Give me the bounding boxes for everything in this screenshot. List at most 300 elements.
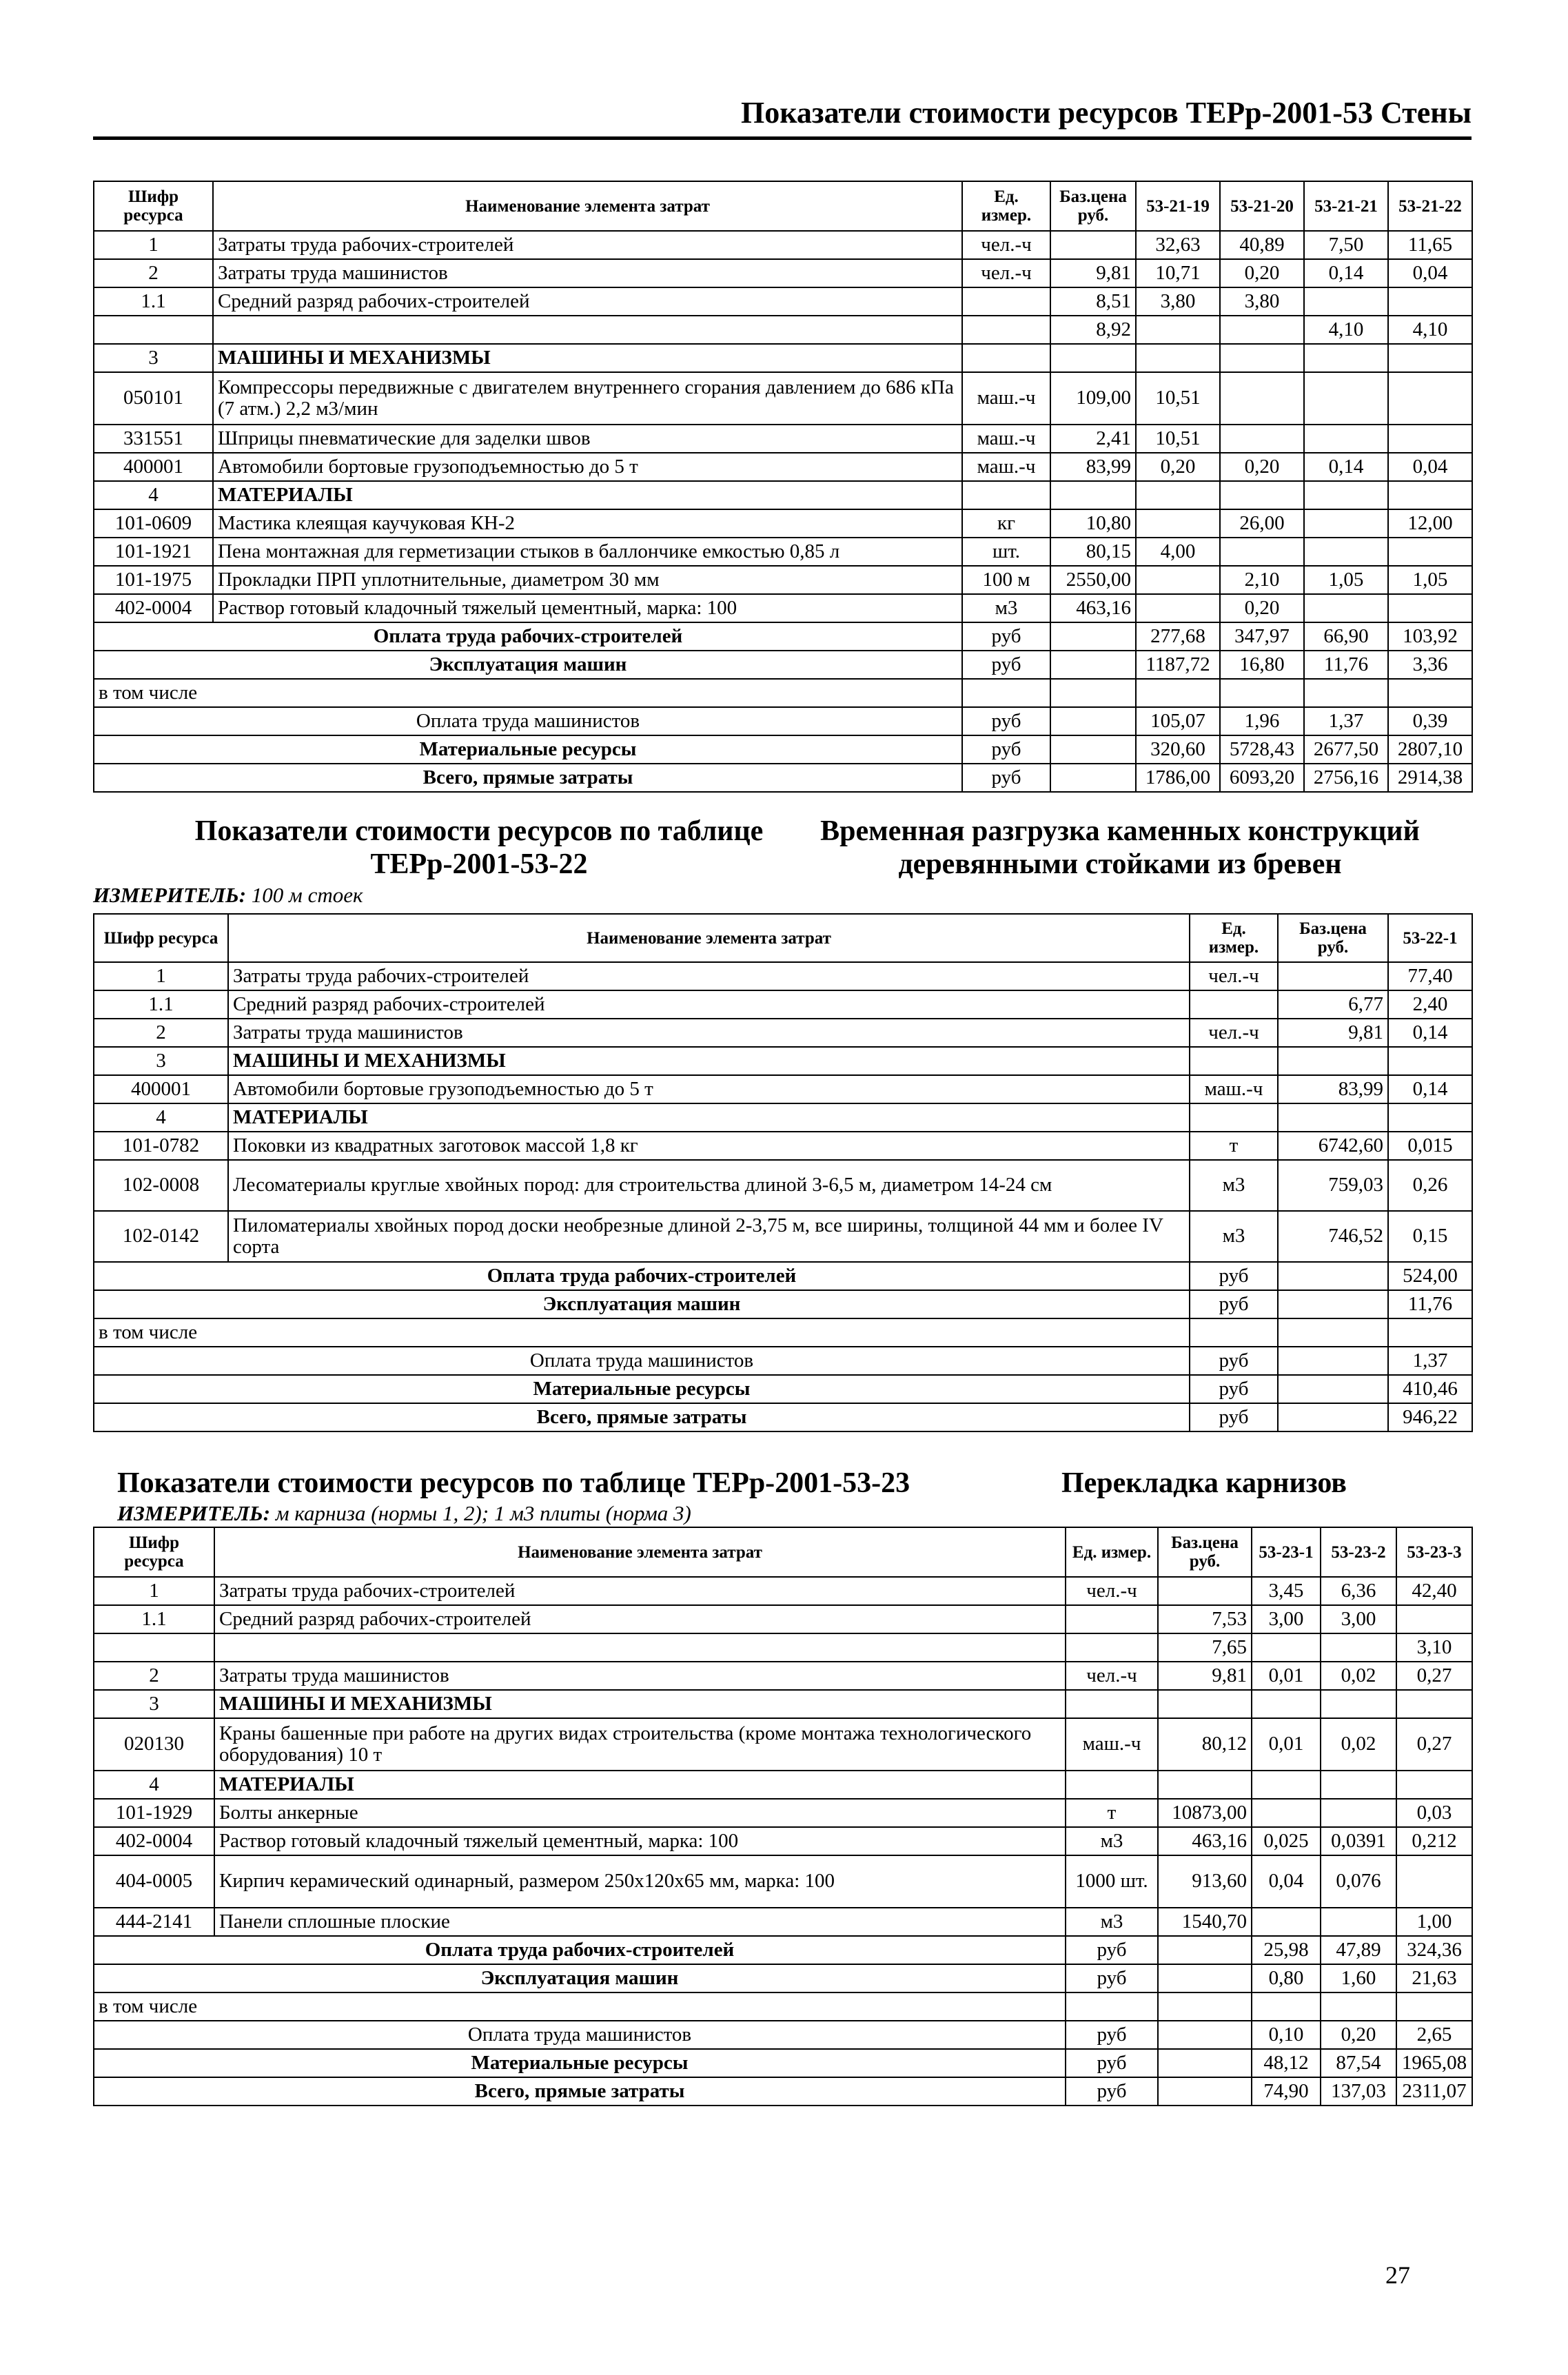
- norm-value-cell: [1136, 481, 1220, 509]
- norm-value-cell: [1321, 1799, 1396, 1827]
- totals-row: [94, 1375, 1472, 1403]
- norm-value-cell: 1,00: [1396, 1908, 1472, 1936]
- table-row: [94, 1690, 1472, 1718]
- base-price-cell: [1158, 2077, 1252, 2106]
- section-title-53-22: [134, 815, 824, 881]
- resource-code: 4: [94, 1771, 214, 1799]
- norm-value-cell: 11,76: [1388, 1290, 1472, 1318]
- unit-cell: шт.: [962, 538, 1050, 566]
- resource-code: 1.1: [94, 287, 213, 316]
- norm-value-cell: 2756,16: [1304, 764, 1388, 792]
- base-price-cell: 6,77: [1278, 990, 1388, 1019]
- unit-cell: [962, 287, 1050, 316]
- base-price-cell: 2,41: [1050, 425, 1136, 453]
- norm-value-cell: 7,50: [1304, 231, 1388, 259]
- section-subtitle-53-22: [793, 815, 1447, 881]
- totals-label: в том числе: [94, 1992, 1066, 2021]
- table-row: [94, 1605, 1472, 1633]
- norm-value-cell: 0,26: [1388, 1160, 1472, 1211]
- norm-value-cell: 137,03: [1321, 2077, 1396, 2106]
- table-row: [94, 344, 1472, 372]
- table-row: [94, 372, 1472, 425]
- norm-value-cell: [1252, 1908, 1321, 1936]
- table-row: [94, 1662, 1472, 1690]
- base-price-cell: [1050, 344, 1136, 372]
- totals-row: [94, 2021, 1472, 2049]
- norm-value-cell: [1388, 594, 1472, 622]
- resource-name: Затраты труда машинистов: [214, 1662, 1066, 1690]
- col-header-code: Шифр ресурса: [94, 914, 228, 962]
- unit-cell: [1066, 1633, 1158, 1662]
- norm-value-cell: [1304, 679, 1388, 707]
- resource-code: 1.1: [94, 990, 228, 1019]
- norm-value-cell: [1304, 425, 1388, 453]
- norm-value-cell: [1136, 594, 1220, 622]
- norm-value-cell: 0,14: [1304, 453, 1388, 481]
- section-title-53-23: Показатели стоимости ресурсов по таблице ТЕРр-2001-53-23: [117, 1467, 910, 1499]
- norm-value-cell: 3,00: [1252, 1605, 1321, 1633]
- base-price-cell: 80,12: [1158, 1718, 1252, 1771]
- norm-value-cell: 0,39: [1388, 707, 1472, 735]
- col-header-unit: Ед. измер.: [1066, 1527, 1158, 1577]
- col-header-norm: 53-21-19: [1136, 181, 1220, 231]
- norm-value-cell: 21,63: [1396, 1964, 1472, 1992]
- totals-label: в том числе: [94, 679, 962, 707]
- totals-label: Эксплуатация машин: [94, 1964, 1066, 1992]
- unit-cell: [1190, 990, 1278, 1019]
- table-row: [94, 509, 1472, 538]
- base-price-cell: 83,99: [1278, 1075, 1388, 1103]
- norm-value-cell: 3,80: [1220, 287, 1304, 316]
- base-price-cell: 80,15: [1050, 538, 1136, 566]
- norm-value-cell: 10,51: [1136, 425, 1220, 453]
- norm-value-cell: 1,05: [1388, 566, 1472, 594]
- col-header-name: Наименование элемента затрат: [213, 181, 962, 231]
- unit-cell: руб: [962, 622, 1050, 651]
- norm-value-cell: [1304, 509, 1388, 538]
- unit-cell: руб: [1066, 1936, 1158, 1964]
- base-price-cell: 10,80: [1050, 509, 1136, 538]
- resource-name: [213, 316, 962, 344]
- norm-value-cell: 0,80: [1252, 1964, 1321, 1992]
- unit-cell: чел.-ч: [962, 231, 1050, 259]
- section-title-line: Показатели стоимости ресурсов по таблице: [194, 815, 764, 847]
- resource-code: 101-1975: [94, 566, 213, 594]
- resource-code: 102-0142: [94, 1211, 228, 1262]
- norm-value-cell: 47,89: [1321, 1936, 1396, 1964]
- unit-cell: маш.-ч: [962, 453, 1050, 481]
- norm-value-cell: 2,40: [1388, 990, 1472, 1019]
- measure-line-53-22: [93, 883, 363, 908]
- norm-value-cell: 0,04: [1252, 1855, 1321, 1908]
- col-header-name: Наименование элемента затрат: [214, 1527, 1066, 1577]
- col-header-norm: 53-21-20: [1220, 181, 1304, 231]
- resource-name: Затраты труда рабочих-строителей: [228, 962, 1190, 990]
- norm-value-cell: 4,00: [1136, 538, 1220, 566]
- resource-code: 3: [94, 1047, 228, 1075]
- table-row: [94, 287, 1472, 316]
- unit-cell: чел.-ч: [962, 259, 1050, 287]
- base-price-cell: 1540,70: [1158, 1908, 1252, 1936]
- norm-value-cell: [1252, 1799, 1321, 1827]
- resource-name: Затраты труда рабочих-строителей: [213, 231, 962, 259]
- unit-cell: т: [1190, 1132, 1278, 1160]
- norm-value-cell: 10,71: [1136, 259, 1220, 287]
- base-price-cell: 463,16: [1050, 594, 1136, 622]
- totals-label: Всего, прямые затраты: [94, 2077, 1066, 2106]
- norm-value-cell: [1136, 509, 1220, 538]
- measure-label: ИЗМЕРИТЕЛЬ:: [93, 883, 247, 907]
- norm-value-cell: 87,54: [1321, 2049, 1396, 2077]
- base-price-cell: [1050, 231, 1136, 259]
- base-price-cell: [1050, 707, 1136, 735]
- base-price-cell: [1158, 1992, 1252, 2021]
- col-header-code: Шифр ресурса: [94, 1527, 214, 1577]
- unit-cell: м3: [1190, 1160, 1278, 1211]
- norm-value-cell: [1396, 1992, 1472, 2021]
- norm-value-cell: 0,212: [1396, 1827, 1472, 1855]
- norm-value-cell: 0,076: [1321, 1855, 1396, 1908]
- norm-value-cell: 0,02: [1321, 1718, 1396, 1771]
- table-row: [94, 481, 1472, 509]
- section-subtitle-53-23: Перекладка карнизов: [1061, 1467, 1347, 1499]
- table-row: [94, 1827, 1472, 1855]
- unit-cell: чел.-ч: [1190, 1019, 1278, 1047]
- measure-value: м карниза (нормы 1, 2); 1 м3 плиты (норма 3): [275, 1501, 691, 1525]
- norm-value-cell: 66,90: [1304, 622, 1388, 651]
- totals-row: [94, 2077, 1472, 2106]
- norm-value-cell: 105,07: [1136, 707, 1220, 735]
- norm-value-cell: 0,20: [1321, 2021, 1396, 2049]
- resource-code: 020130: [94, 1718, 214, 1771]
- norm-value-cell: [1252, 1992, 1321, 2021]
- table-row: [94, 1047, 1472, 1075]
- unit-cell: м3: [1066, 1908, 1158, 1936]
- unit-cell: руб: [962, 707, 1050, 735]
- norm-value-cell: [1220, 481, 1304, 509]
- resource-name: Автомобили бортовые грузоподъемностью до 5 т: [213, 453, 962, 481]
- resource-name: Компрессоры передвижные с двигателем внутреннего сгорания давлением до 686 кПа (7 атм.) 2,2 м3/мин: [213, 372, 962, 425]
- norm-value-cell: 10,51: [1136, 372, 1220, 425]
- norm-value-cell: 4,10: [1388, 316, 1472, 344]
- measure-line-53-23: [117, 1501, 691, 1526]
- table-row: [94, 566, 1472, 594]
- norm-value-cell: 6,36: [1321, 1577, 1396, 1605]
- table-row: [94, 316, 1472, 344]
- group-heading: МАТЕРИАЛЫ: [214, 1771, 1066, 1799]
- table-row: [94, 1160, 1472, 1211]
- norm-value-cell: [1388, 425, 1472, 453]
- norm-value-cell: [1388, 344, 1472, 372]
- norm-value-cell: [1388, 372, 1472, 425]
- col-header-price: Баз.цена руб.: [1158, 1527, 1252, 1577]
- header-rule: [93, 136, 1472, 140]
- base-price-cell: [1050, 764, 1136, 792]
- table-row: [94, 594, 1472, 622]
- base-price-cell: [1050, 679, 1136, 707]
- base-price-cell: 7,65: [1158, 1633, 1252, 1662]
- table-row: [94, 259, 1472, 287]
- base-price-cell: [1158, 1964, 1252, 1992]
- norm-value-cell: [1136, 344, 1220, 372]
- totals-row: [94, 1290, 1472, 1318]
- totals-row: [94, 1403, 1472, 1431]
- norm-value-cell: 946,22: [1388, 1403, 1472, 1431]
- base-price-cell: 9,81: [1050, 259, 1136, 287]
- base-price-cell: [1158, 1936, 1252, 1964]
- norm-value-cell: 3,10: [1396, 1633, 1472, 1662]
- base-price-cell: [1278, 1403, 1388, 1431]
- unit-cell: [1066, 1992, 1158, 2021]
- resource-code: 2: [94, 1662, 214, 1690]
- group-heading: МАТЕРИАЛЫ: [228, 1103, 1190, 1132]
- totals-label: Оплата труда машинистов: [94, 2021, 1066, 2049]
- base-price-cell: [1278, 1347, 1388, 1375]
- totals-label: Эксплуатация машин: [94, 1290, 1190, 1318]
- base-price-cell: [1158, 1771, 1252, 1799]
- resource-name: Лесоматериалы круглые хвойных пород: для строительства длиной 3-6,5 м, диаметром 14-24 см: [228, 1160, 1190, 1211]
- col-header-norm: 53-21-21: [1304, 181, 1388, 231]
- unit-cell: [962, 679, 1050, 707]
- base-price-cell: [1278, 1262, 1388, 1290]
- norm-value-cell: 1965,08: [1396, 2049, 1472, 2077]
- norm-value-cell: [1136, 679, 1220, 707]
- unit-cell: маш.-ч: [1066, 1718, 1158, 1771]
- norm-value-cell: [1220, 425, 1304, 453]
- resource-code: 404-0005: [94, 1855, 214, 1908]
- totals-label: Всего, прямые затраты: [94, 1403, 1190, 1431]
- col-header-price: Баз.цена руб.: [1278, 914, 1388, 962]
- norm-value-cell: 32,63: [1136, 231, 1220, 259]
- resource-table-53-22: [93, 913, 1473, 1432]
- totals-label: в том числе: [94, 1318, 1190, 1347]
- table-row: [94, 1855, 1472, 1908]
- norm-value-cell: 324,36: [1396, 1936, 1472, 1964]
- norm-value-cell: [1304, 344, 1388, 372]
- unit-cell: руб: [962, 651, 1050, 679]
- norm-value-cell: 0,01: [1252, 1662, 1321, 1690]
- unit-cell: чел.-ч: [1066, 1577, 1158, 1605]
- table-row: [94, 1908, 1472, 1936]
- norm-value-cell: 16,80: [1220, 651, 1304, 679]
- norm-value-cell: 26,00: [1220, 509, 1304, 538]
- base-price-cell: 759,03: [1278, 1160, 1388, 1211]
- totals-label: Материальные ресурсы: [94, 2049, 1066, 2077]
- table-row: [94, 962, 1472, 990]
- norm-value-cell: 2,10: [1220, 566, 1304, 594]
- norm-value-cell: [1321, 1992, 1396, 2021]
- unit-cell: маш.-ч: [962, 425, 1050, 453]
- totals-row: [94, 1936, 1472, 1964]
- norm-value-cell: [1304, 594, 1388, 622]
- unit-cell: чел.-ч: [1190, 962, 1278, 990]
- resource-code: 101-0782: [94, 1132, 228, 1160]
- measure-label: ИЗМЕРИТЕЛЬ:: [117, 1501, 271, 1525]
- totals-label: Оплата труда рабочих-строителей: [94, 622, 962, 651]
- unit-cell: [1190, 1318, 1278, 1347]
- base-price-cell: 8,51: [1050, 287, 1136, 316]
- norm-value-cell: [1321, 1690, 1396, 1718]
- unit-cell: [1066, 1690, 1158, 1718]
- norm-value-cell: 0,20: [1220, 453, 1304, 481]
- totals-row: [94, 1992, 1472, 2021]
- table-row: [94, 1718, 1472, 1771]
- totals-row: [94, 1964, 1472, 1992]
- resource-name: Панели сплошные плоские: [214, 1908, 1066, 1936]
- base-price-cell: [1050, 622, 1136, 651]
- norm-value-cell: 2914,38: [1388, 764, 1472, 792]
- norm-value-cell: 40,89: [1220, 231, 1304, 259]
- resource-name: Средний разряд рабочих-строителей: [213, 287, 962, 316]
- norm-value-cell: [1321, 1908, 1396, 1936]
- unit-cell: руб: [1190, 1403, 1278, 1431]
- unit-cell: руб: [1066, 1964, 1158, 1992]
- norm-value-cell: 0,0391: [1321, 1827, 1396, 1855]
- unit-cell: 1000 шт.: [1066, 1855, 1158, 1908]
- resource-code: 4: [94, 1103, 228, 1132]
- table-row: [94, 538, 1472, 566]
- norm-value-cell: 0,27: [1396, 1718, 1472, 1771]
- norm-value-cell: 103,92: [1388, 622, 1472, 651]
- group-heading: МАШИНЫ И МЕХАНИЗМЫ: [213, 344, 962, 372]
- norm-value-cell: 2677,50: [1304, 735, 1388, 764]
- base-price-cell: 83,99: [1050, 453, 1136, 481]
- table-row: [94, 1075, 1472, 1103]
- norm-value-cell: 0,15: [1388, 1211, 1472, 1262]
- unit-cell: маш.-ч: [1190, 1075, 1278, 1103]
- section-title-line: ТЕРр-2001-53-22: [370, 848, 588, 881]
- col-header-norm: 53-21-22: [1388, 181, 1472, 231]
- resource-code: 101-0609: [94, 509, 213, 538]
- norm-value-cell: [1321, 1771, 1396, 1799]
- col-header-norm: 53-23-3: [1396, 1527, 1472, 1577]
- norm-value-cell: 0,14: [1388, 1075, 1472, 1103]
- norm-value-cell: [1388, 679, 1472, 707]
- resource-name: Прокладки ПРП уплотнительные, диаметром 30 мм: [213, 566, 962, 594]
- norm-value-cell: [1220, 538, 1304, 566]
- unit-cell: руб: [962, 735, 1050, 764]
- group-heading: МАШИНЫ И МЕХАНИЗМЫ: [228, 1047, 1190, 1075]
- resource-code: 1.1: [94, 1605, 214, 1633]
- unit-cell: руб: [1190, 1290, 1278, 1318]
- base-price-cell: [1278, 1103, 1388, 1132]
- norm-value-cell: [1136, 566, 1220, 594]
- base-price-cell: 6742,60: [1278, 1132, 1388, 1160]
- base-price-cell: [1158, 1690, 1252, 1718]
- base-price-cell: 463,16: [1158, 1827, 1252, 1855]
- group-heading: МАШИНЫ И МЕХАНИЗМЫ: [214, 1690, 1066, 1718]
- unit-cell: [962, 481, 1050, 509]
- norm-value-cell: 0,01: [1252, 1718, 1321, 1771]
- resource-code: [94, 1633, 214, 1662]
- col-header-unit: Ед. измер.: [962, 181, 1050, 231]
- base-price-cell: 8,92: [1050, 316, 1136, 344]
- norm-value-cell: [1252, 1690, 1321, 1718]
- totals-row: [94, 679, 1472, 707]
- unit-cell: т: [1066, 1799, 1158, 1827]
- resource-code: 400001: [94, 453, 213, 481]
- norm-value-cell: 0,02: [1321, 1662, 1396, 1690]
- base-price-cell: 2550,00: [1050, 566, 1136, 594]
- group-heading: МАТЕРИАЛЫ: [213, 481, 962, 509]
- resource-code: 4: [94, 481, 213, 509]
- norm-value-cell: 1,37: [1304, 707, 1388, 735]
- col-header-price: Баз.цена руб.: [1050, 181, 1136, 231]
- table-row: [94, 1799, 1472, 1827]
- resource-code: 444-2141: [94, 1908, 214, 1936]
- norm-value-cell: 5728,43: [1220, 735, 1304, 764]
- norm-value-cell: [1252, 1633, 1321, 1662]
- totals-label: Всего, прямые затраты: [94, 764, 962, 792]
- norm-value-cell: 11,65: [1388, 231, 1472, 259]
- col-header-name: Наименование элемента затрат: [228, 914, 1190, 962]
- col-header-norm: 53-23-1: [1252, 1527, 1321, 1577]
- norm-value-cell: [1304, 538, 1388, 566]
- unit-cell: [962, 316, 1050, 344]
- resource-name: Пена монтажная для герметизации стыков в баллончике емкостью 0,85 л: [213, 538, 962, 566]
- norm-value-cell: [1388, 1103, 1472, 1132]
- measure-value: 100 м стоек: [251, 883, 363, 907]
- norm-value-cell: 0,015: [1388, 1132, 1472, 1160]
- resource-name: Затраты труда машинистов: [213, 259, 962, 287]
- unit-cell: 100 м: [962, 566, 1050, 594]
- resource-name: Болты анкерные: [214, 1799, 1066, 1827]
- base-price-cell: 7,53: [1158, 1605, 1252, 1633]
- resource-code: 101-1929: [94, 1799, 214, 1827]
- base-price-cell: 9,81: [1158, 1662, 1252, 1690]
- section-subtitle-line: деревянными стойками из бревен: [898, 848, 1342, 881]
- resource-code: 2: [94, 259, 213, 287]
- resource-code: 3: [94, 1690, 214, 1718]
- resource-code: 402-0004: [94, 1827, 214, 1855]
- unit-cell: руб: [1190, 1375, 1278, 1403]
- norm-value-cell: 0,03: [1396, 1799, 1472, 1827]
- norm-value-cell: 524,00: [1388, 1262, 1472, 1290]
- table-row: [94, 425, 1472, 453]
- norm-value-cell: 12,00: [1388, 509, 1472, 538]
- norm-value-cell: [1388, 481, 1472, 509]
- unit-cell: руб: [1190, 1347, 1278, 1375]
- unit-cell: руб: [1066, 2021, 1158, 2049]
- norm-value-cell: 0,14: [1304, 259, 1388, 287]
- resource-name: Автомобили бортовые грузоподъемностью до 5 т: [228, 1075, 1190, 1103]
- norm-value-cell: [1388, 287, 1472, 316]
- norm-value-cell: 0,04: [1388, 453, 1472, 481]
- totals-row: [94, 1262, 1472, 1290]
- base-price-cell: [1278, 1318, 1388, 1347]
- base-price-cell: 9,81: [1278, 1019, 1388, 1047]
- table-row: [94, 1019, 1472, 1047]
- norm-value-cell: 3,36: [1388, 651, 1472, 679]
- norm-value-cell: 347,97: [1220, 622, 1304, 651]
- norm-value-cell: 11,76: [1304, 651, 1388, 679]
- norm-value-cell: 77,40: [1388, 962, 1472, 990]
- table-row: [94, 1633, 1472, 1662]
- resource-name: Кирпич керамический одинарный, размером 250х120х65 мм, марка: 100: [214, 1855, 1066, 1908]
- unit-cell: [962, 344, 1050, 372]
- norm-value-cell: 1,96: [1220, 707, 1304, 735]
- col-header-unit: Ед. измер.: [1190, 914, 1278, 962]
- unit-cell: руб: [962, 764, 1050, 792]
- norm-value-cell: 3,80: [1136, 287, 1220, 316]
- base-price-cell: 10873,00: [1158, 1799, 1252, 1827]
- norm-value-cell: 277,68: [1136, 622, 1220, 651]
- norm-value-cell: 0,14: [1388, 1019, 1472, 1047]
- norm-value-cell: 3,00: [1321, 1605, 1396, 1633]
- norm-value-cell: 1,60: [1321, 1964, 1396, 1992]
- totals-label: Оплата труда рабочих-строителей: [94, 1936, 1066, 1964]
- totals-row: [94, 1347, 1472, 1375]
